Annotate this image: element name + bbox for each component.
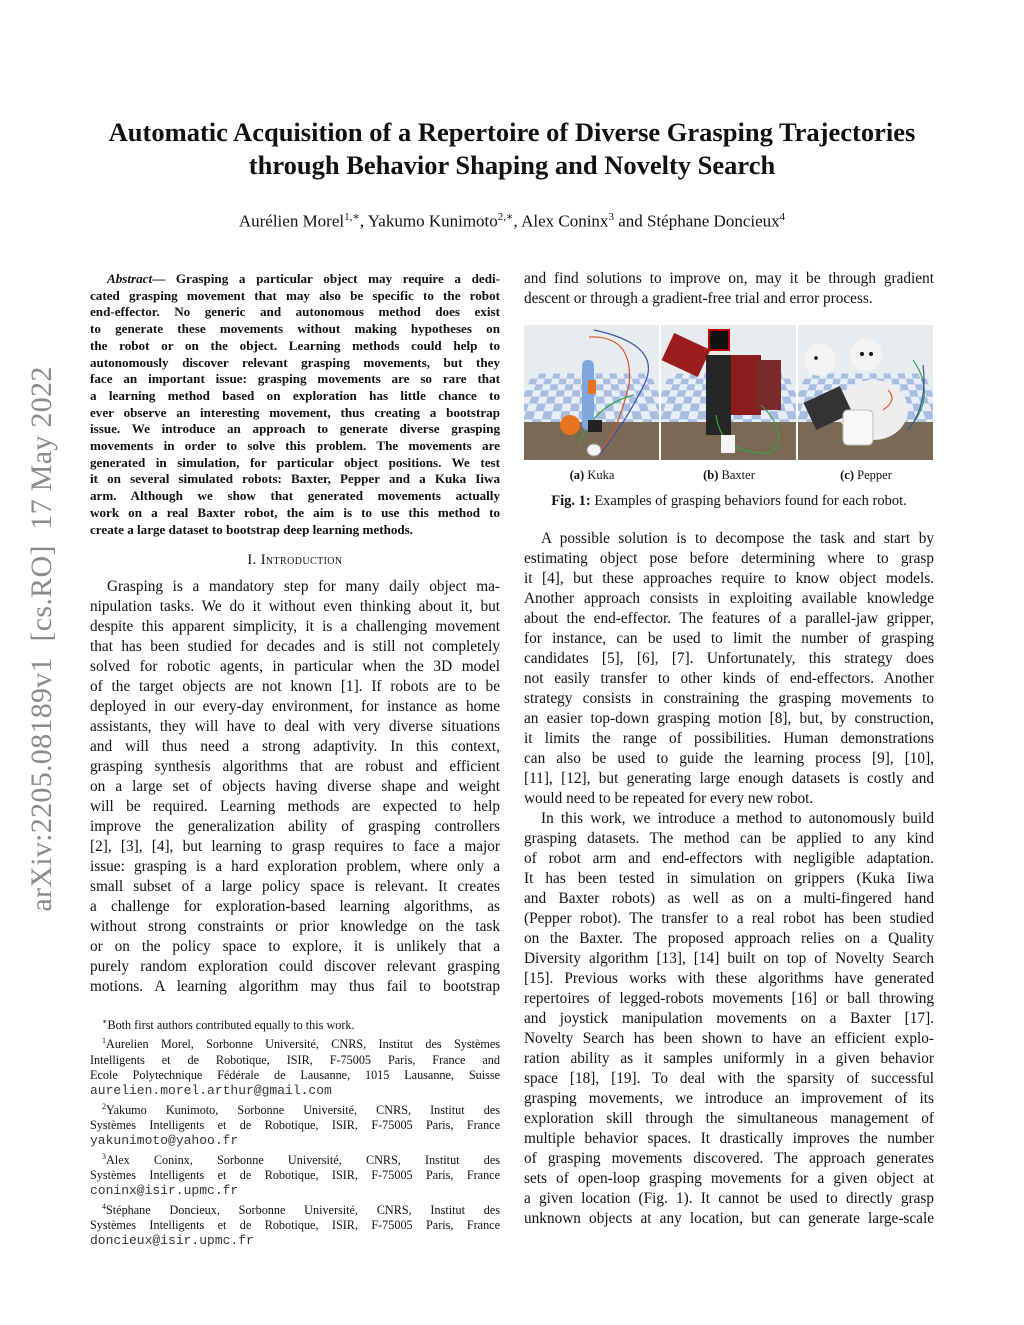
intro-line: will be required. Learning methods are expected to help (90, 798, 500, 815)
abstract-line: create a large dataset to bootstrap deep learning methods. (90, 521, 414, 537)
author-affiliation: 3 (608, 211, 614, 223)
subcaption-label: Pepper (857, 468, 892, 482)
body-line: would need to be repeated for every new robot. (524, 790, 814, 807)
abstract-label: Abstract (107, 271, 153, 286)
subcaption-label: Kuka (587, 468, 615, 482)
intro-line: improve the generalization ability of grasping controllers (90, 818, 500, 835)
body-line: and find solutions to improve on, may it be through gradient (524, 270, 934, 287)
figure-panel-pepper (798, 325, 933, 460)
body-line: In this work, we introduce a method to autonomously build (541, 810, 934, 827)
intro-line: nipulation tasks. We do it without even thinking about it, but (90, 598, 500, 615)
footnote-line: Intelligents et de Robotique, ISIR, F-75005 Paris, France and (90, 1052, 500, 1067)
body-line: of robot arm and end-effectors with negligible adaptation. (524, 850, 934, 867)
paper-title (60, 116, 964, 182)
author-name: Aurélien Morel (238, 211, 345, 231)
subcaption-baxter (661, 468, 797, 483)
abstract-line (90, 271, 500, 288)
abstract-line: face an important issue: grasping movements are so rare that (90, 371, 500, 387)
footnote-mark: 4 (102, 1201, 106, 1211)
body-line: Diversity algorithm [13], [14] built on top of Novelty Search (524, 950, 934, 967)
abstract-line: it on several simulated robots: Baxter, Pepper and a Kuka Iiwa (90, 471, 500, 487)
intro-line: small subset of a large policy space is relevant. It creates (90, 878, 500, 895)
right-paragraph-2 (524, 809, 934, 1229)
body-line: can also be used to guide the learning process [9], [10], (524, 750, 934, 767)
body-line: about the end-effector. The features of a parallel-jaw gripper, (524, 610, 934, 627)
section-heading-introduction (90, 552, 500, 569)
author-name: and Stéphane Doncieux (613, 211, 780, 231)
footnote-line: $^3$Alex Coninx, Sorbonne Université, CNRS, Institut des (102, 1151, 500, 1167)
subcaption-tag: (c) (840, 468, 855, 482)
abstract-line: the robot or on the object. Learning methods could help to (90, 337, 500, 353)
abstract-first-line: — Grasping a particular object may require a dedi- (152, 271, 500, 286)
introduction-paragraph (90, 577, 500, 997)
subcaption-pepper (798, 468, 934, 483)
title-line: Automatic Acquisition of a Repertoire of Diverse Grasping Trajectories (108, 117, 916, 147)
intro-line: and will thus need a strong adaptivity. In this context, (90, 738, 500, 755)
footnote-line: Systèmes Intelligents et de Robotique, ISIR, F-75005 Paris, France (90, 1167, 500, 1182)
abstract-line: issue. We introduce an approach to generate diverse grasping (90, 421, 500, 437)
intro-line: or on the policy space to explore, it is unlikely that a (90, 938, 500, 955)
body-line: and joystick manipulation movements on a Baxter [17]. (524, 1010, 934, 1027)
abstract-line: autonomously discover relevant grasping movements, but they (90, 354, 500, 370)
footnote-mark: 3 (102, 1151, 106, 1161)
abstract-line: movements in order to solve this problem. The movements are (90, 438, 500, 454)
figure-label: Fig. 1: (551, 493, 591, 509)
abstract-line: end-effector. No generic and autonomous method does exist (90, 304, 500, 320)
body-line: exploration skill through the simultaneous management of (524, 1110, 934, 1127)
footnote-line: Systèmes Intelligents et de Robotique, ISIR, F-75005 Paris, France (90, 1217, 500, 1232)
intro-line: motions. A learning algorithm may thus fail to bootstrap (90, 978, 500, 995)
footnote-email[interactable]: aurelien.morel.arthur@gmail.com (90, 1083, 332, 1099)
abstract-line: work on a real Baxter robot, the aim is to use this method to (90, 504, 500, 520)
figure-1 (524, 325, 934, 460)
footnote-line: $^1$Aurelien Morel, Sorbonne Université, CNRS, Institut des Systèmes (102, 1036, 500, 1052)
body-line: on the Baxter. The proposed approach relies on a Quality (524, 930, 934, 947)
footnote-mark: 1 (102, 1036, 106, 1046)
abstract-line: ever observe an interesting movement, thus creating a bootstrap (90, 404, 500, 420)
author-affiliation: 1,∗ (344, 211, 360, 223)
body-line: repertoires of legged-robots movements [16] or ball throwing (524, 990, 934, 1007)
intro-line: without strong constraints or prior knowledge on the task (90, 918, 500, 935)
subcaption-kuka (524, 468, 660, 483)
body-line: and Baxter robots) as well as on a multi-fingered hand (524, 890, 934, 907)
subcaption-tag: (b) (703, 468, 719, 482)
body-line: estimating object pose before determining where to grasp (524, 550, 934, 567)
body-line: space [18], [19]. To deal with the sparsity of successful (524, 1070, 934, 1087)
body-line: it limits the range of possibilities. Human demonstrations (524, 730, 934, 747)
body-line: grasping movements, we introduce an improvement of its (524, 1090, 934, 1107)
intro-line: despite this apparent simplicity, it is a challenging movement (90, 618, 500, 635)
intro-line: purely random exploration could discover relevant grasping (90, 958, 500, 975)
body-line: a given location (Fig. 1). It cannot be used to directly grasp (524, 1190, 934, 1207)
author-affiliation: 2,∗ (497, 211, 514, 223)
footnote-mark: ∗ (102, 1017, 108, 1026)
right-paragraph-1 (524, 529, 934, 809)
figure-caption-text: Examples of grasping behaviors found for each robot. (590, 493, 907, 509)
author-name: , Alex Coninx (513, 211, 609, 231)
body-line: candidates [5], [6], [7]. Unfortunately, this strategy does (524, 650, 934, 667)
abstract-line: cated grasping movement that may also be specific to the robot (90, 287, 500, 303)
figure-panel-baxter (661, 325, 796, 460)
intro-line: Grasping is a mandatory step for many daily object ma- (107, 578, 500, 595)
body-line: descent or through a gradient-free trial and error process. (524, 290, 873, 307)
section-title: Introduction (260, 552, 343, 568)
footnotes (90, 1014, 500, 1248)
abstract-line: generated in simulation, for particular object positions. We test (90, 454, 500, 470)
section-number: I. (247, 552, 261, 568)
footnote-line: $^4$Stéphane Doncieux, Sorbonne Université, CNRS, Institut des (102, 1201, 500, 1217)
figure-panel-kuka (524, 325, 659, 460)
footnote-line: ∗Both first authors contributed equally to this work. (102, 1017, 355, 1033)
body-line: multiple behavior spaces. It drastically improves the number (524, 1130, 934, 1147)
title-line: through Behavior Shaping and Novelty Search (248, 150, 776, 180)
body-line: [15]. Previous works with these algorithms have generated (524, 970, 934, 987)
figure-caption (524, 493, 934, 510)
body-line: for instance, can be used to limit the number of grasping (524, 630, 934, 647)
intro-line: assistants, they will have to deal with very diverse situations (90, 718, 500, 735)
intro-line: issue: grasping is a hard exploration problem, where only a (90, 858, 500, 875)
subcaption-label: Baxter (721, 468, 755, 482)
body-line: Another approach consists in exploiting available knowledge (524, 590, 934, 607)
body-line: of grasping movements discovered. The approach generates (524, 1150, 934, 1167)
arxiv-stamp: arXiv:2205.08189v1 [cs.RO] 17 May 2022 (25, 366, 58, 912)
body-line: not easily transfer to other kinds of end-effectors. Another (524, 670, 934, 687)
body-line: (Pepper robot). The transfer to a real robot has been studied (524, 910, 934, 927)
footnote-line: Systèmes Intelligents et de Robotique, ISIR, F-75005 Paris, France (90, 1117, 500, 1132)
body-line: [11], [12], but generating large enough datasets is costly and (524, 770, 934, 787)
body-line: an easier top-down grasping motion [8], but, by construction, (524, 710, 934, 727)
abstract (90, 271, 500, 538)
abstract-line: arm. Although we show that generated movements actually (90, 488, 500, 504)
body-line: strategy consists in constraining the grasping movements to (524, 690, 934, 707)
author-affiliation: 4 (779, 211, 786, 223)
intro-line: deployed in our every-day environment, for instance as home (90, 698, 500, 715)
footnote-email[interactable]: doncieux@isir.upmc.fr (90, 1233, 254, 1249)
footnote-email[interactable]: yakunimoto@yahoo.fr (90, 1133, 239, 1149)
intro-line: solved for robotic agents, in particular when the 3D model (90, 658, 500, 675)
body-line: it [4], but these approaches require to know object models. (524, 570, 934, 587)
body-line: It has been tested in simulation on grippers (Kuka Iiwa (524, 870, 934, 887)
intro-line: of the target objects are not known [1]. If robots are to be (90, 678, 500, 695)
abstract-line: to generate these movements without making hypotheses on (90, 321, 500, 337)
intro-line: [2], [3], [4], but learning to grasp requires to face a major (90, 838, 500, 855)
right-column-continuation (524, 269, 934, 309)
intro-line: a challenge for exploration-based learning algorithms, as (90, 898, 500, 915)
body-line: unknown objects at any location, but can generate large-scale (524, 1210, 934, 1227)
abstract-line: a learning method based on exploration has little chance to (90, 387, 500, 403)
intro-line: grasping synthesis algorithms that are robust and efficient (90, 758, 500, 775)
footnote-mark: 2 (102, 1101, 106, 1111)
body-line: Novelty Search has been shown to have an efficient explo- (524, 1030, 934, 1047)
author-list (60, 210, 964, 232)
footnote-line: $^2$Yakumo Kunimoto, Sorbonne Université, CNRS, Institut des (102, 1101, 500, 1117)
body-line: sets of open-loop grasping movements for a given object at (524, 1170, 934, 1187)
author-name: , Yakumo Kunimoto (359, 211, 498, 231)
intro-line: that has been studied for decades and is still not completely (90, 638, 500, 655)
intro-line: on a large set of objects having diverse shape and weight (90, 778, 500, 795)
subcaption-tag: (a) (569, 468, 585, 482)
footnote-email[interactable]: coninx@isir.upmc.fr (90, 1183, 239, 1199)
footnote-line: Ecole Polytechnique Fédérale de Lausanne, 1015 Lausanne, Suisse (90, 1068, 500, 1083)
body-line: grasping datasets. The method can be applied to any kind (524, 830, 934, 847)
body-line: ration ability as it samples uniformly in a given behavior (524, 1050, 934, 1067)
body-line: A possible solution is to decompose the task and start by (541, 530, 934, 547)
